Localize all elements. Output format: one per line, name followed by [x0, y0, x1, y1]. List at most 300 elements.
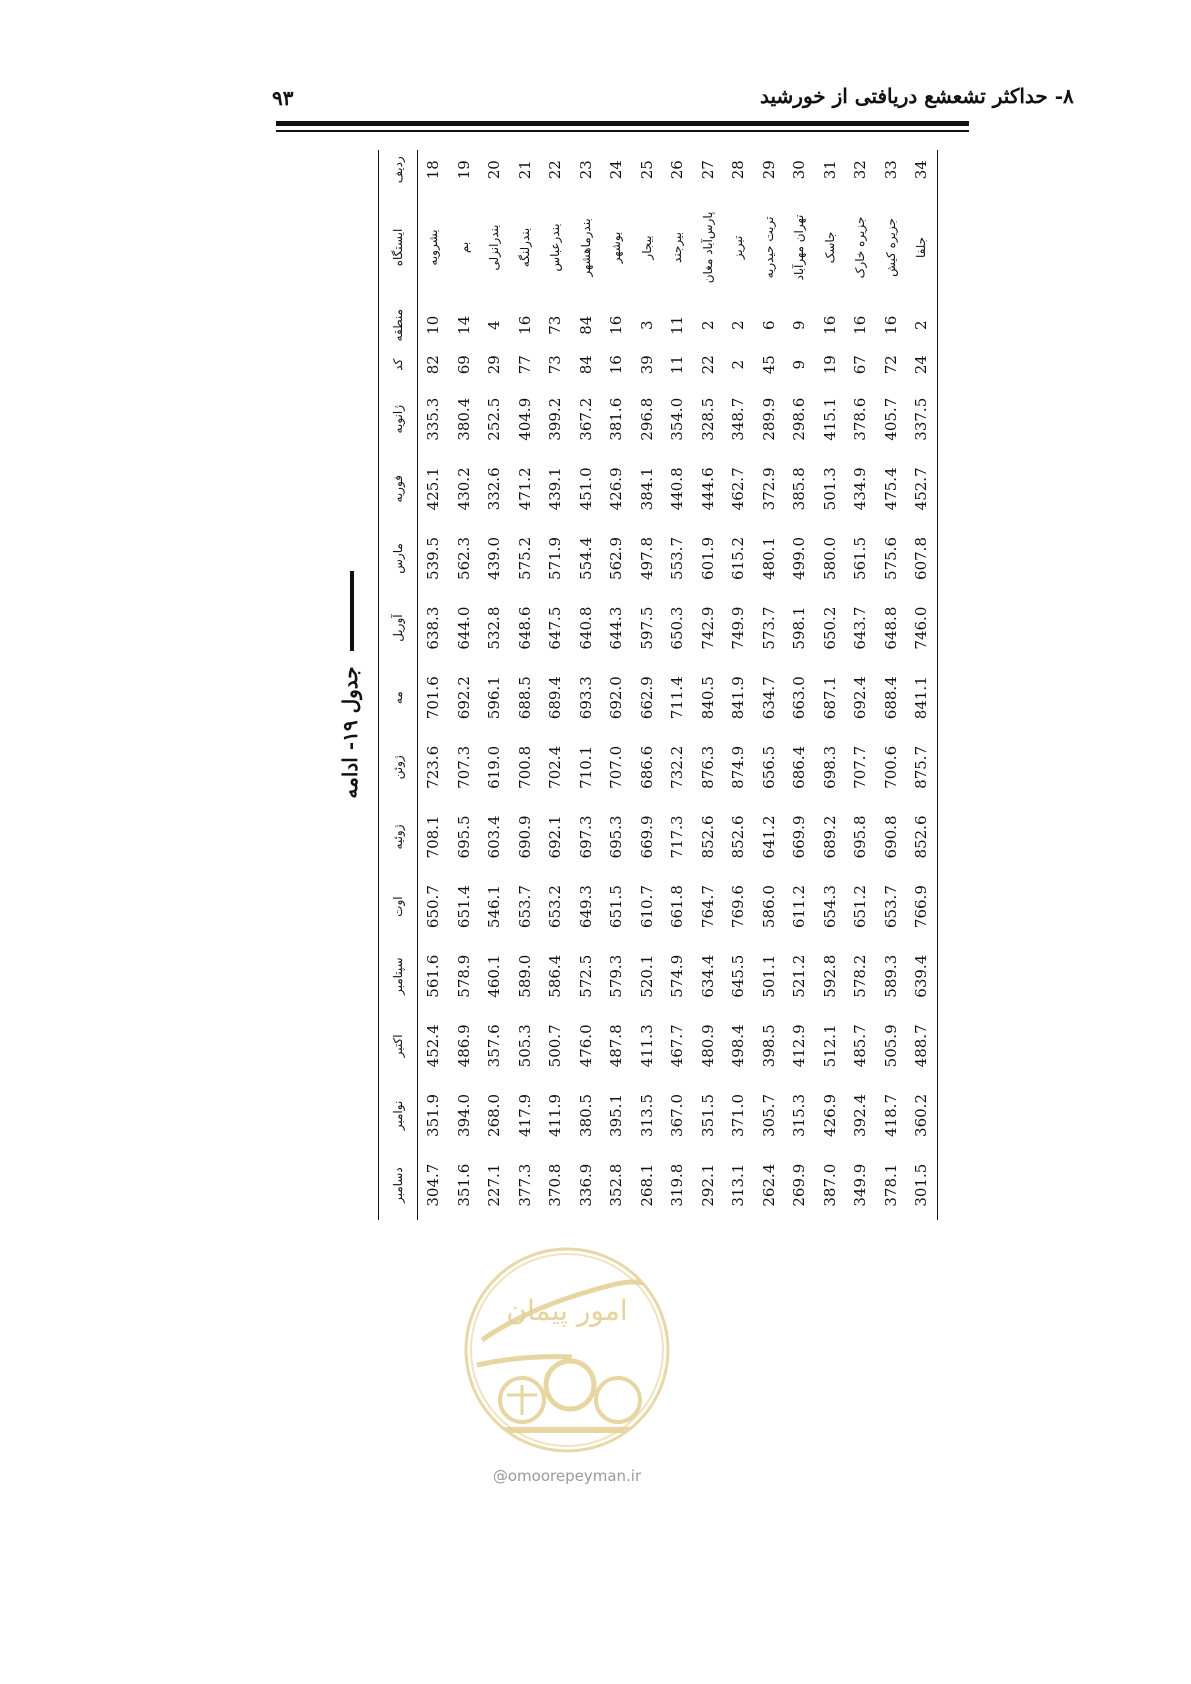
table-cell: 313.5 [637, 1094, 656, 1137]
column-header: ژوئیه [379, 802, 418, 872]
table-cell: 700.6 [881, 745, 900, 789]
table-cell: 656.5 [759, 745, 778, 789]
table-cell: 384.1 [637, 467, 656, 511]
table-cell: 2 [906, 306, 937, 345]
table-cell: 651.4 [454, 885, 473, 929]
table-cell: 876.3 [698, 745, 717, 789]
table-cell: 615.2 [729, 537, 748, 580]
table-cell: 769.6 [729, 885, 748, 929]
table-cell: 546.1 [485, 885, 504, 929]
table-cell: 689.4 [546, 676, 565, 720]
table-row [906, 150, 937, 1220]
table-cell: 412.9 [790, 1024, 809, 1068]
table-cell: 702.4 [546, 745, 565, 789]
table-cell: 337.5 [906, 384, 937, 454]
page-header [0, 0, 1191, 140]
table-cell: 11 [668, 315, 687, 335]
table-cell: 371.0 [729, 1094, 748, 1137]
watermark-logo-icon [462, 1245, 672, 1455]
table-row [693, 150, 724, 1220]
chapter-title: ۸- حداکثر تشعشع دریافتی از خورشید [760, 84, 1074, 108]
station-cell: بندرانزلی [487, 224, 502, 271]
table-cell: 381.6 [607, 397, 626, 441]
table-cell: 411.3 [637, 1024, 656, 1068]
column-header: دسامبر [379, 1150, 418, 1220]
table-cell: 336.9 [576, 1163, 595, 1207]
table-cell: 686.6 [637, 745, 656, 789]
table-row [571, 150, 602, 1220]
table-cell: 439.1 [546, 467, 565, 511]
table-cell: 692.2 [454, 676, 473, 720]
table-cell: 579.3 [607, 954, 626, 998]
table-cell: 498.4 [729, 1024, 748, 1068]
table-cell: 532.8 [485, 606, 504, 650]
table-cell: 11 [668, 355, 687, 375]
table-cell: 592.8 [820, 954, 839, 998]
table-cell: 662.9 [637, 676, 656, 720]
rotated-table-container [330, 150, 931, 1220]
table-cell: 692.0 [607, 676, 626, 720]
table-cell: 650.7 [424, 885, 443, 929]
table-cell: 653.2 [546, 885, 565, 929]
table-cell: 9 [790, 320, 809, 330]
table-cell: 268.0 [485, 1094, 504, 1137]
table-cell: 689.2 [820, 815, 839, 859]
table-cell: 2 [729, 320, 748, 330]
station-cell: جلفا [906, 189, 937, 305]
table-cell: 603.4 [485, 815, 504, 859]
table-row [754, 150, 785, 1220]
table-cell: 73 [546, 355, 565, 375]
table-caption-text: جدول ۱۹- ادامه [338, 666, 362, 799]
table-cell: 841.9 [729, 676, 748, 720]
table-cell: 33 [881, 160, 900, 180]
table-cell: 27 [698, 160, 717, 180]
table-cell: 21 [515, 160, 534, 180]
table-cell: 370.8 [546, 1163, 565, 1207]
table-cell: 4 [485, 320, 504, 330]
column-header: سپتامبر [379, 941, 418, 1011]
table-cell: 840.5 [698, 676, 717, 720]
table-cell: 415.1 [820, 397, 839, 441]
table-cell: 351.9 [424, 1094, 443, 1137]
table-cell: 501.1 [759, 954, 778, 998]
table-cell: 553.7 [668, 537, 687, 580]
table-cell: 562.3 [454, 537, 473, 580]
table-cell: 269.9 [790, 1163, 809, 1207]
table-cell: 24 [607, 160, 626, 180]
table-cell: 596.1 [485, 676, 504, 720]
table-cell: 319.8 [668, 1163, 687, 1207]
table-cell: 18 [424, 160, 443, 180]
table-row [449, 150, 480, 1220]
table-cell: 480.1 [759, 537, 778, 580]
table-cell: 562.9 [607, 537, 626, 580]
table-cell: 298.6 [790, 397, 809, 441]
table-cell: 707.0 [607, 745, 626, 789]
table-cell: 589.3 [881, 954, 900, 998]
table-cell: 262.4 [759, 1163, 778, 1207]
table-cell: 875.7 [906, 733, 937, 803]
table-cell: 766.9 [906, 872, 937, 942]
station-cell: جزیره خارک [853, 216, 868, 279]
table-cell: 610.7 [637, 885, 656, 929]
table-cell: 601.9 [698, 537, 717, 580]
table-cell: 634.7 [759, 676, 778, 720]
table-cell: 572.5 [576, 954, 595, 998]
header-rule-thick [276, 121, 969, 126]
table-cell: 22 [546, 160, 565, 180]
table-cell: 84 [576, 315, 595, 335]
station-cell: تبریز [731, 235, 746, 260]
table-cell: 500.7 [546, 1024, 565, 1068]
table-cell: 561.5 [851, 537, 870, 580]
table-cell: 385.8 [790, 467, 809, 511]
header-rule-thin [276, 130, 969, 132]
table-cell: 296.8 [637, 397, 656, 441]
table-cell: 16 [820, 315, 839, 335]
table-cell: 252.5 [485, 397, 504, 441]
table-cell: 451.0 [576, 467, 595, 511]
table-cell: 575.6 [881, 537, 900, 580]
table-cell: 16 [607, 315, 626, 335]
table-cell: 690.8 [881, 815, 900, 859]
table-cell: 304.7 [424, 1163, 443, 1207]
table-cell: 405.7 [881, 397, 900, 441]
table-cell: 380.5 [576, 1094, 595, 1137]
table-cell: 335.3 [424, 397, 443, 441]
table-cell: 351.6 [454, 1163, 473, 1207]
table-cell: 700.8 [515, 745, 534, 789]
table-cell: 841.1 [906, 663, 937, 733]
table-cell: 639.4 [906, 941, 937, 1011]
station-cell: بندرلنگه [517, 227, 532, 268]
table-cell: 708.1 [424, 815, 443, 859]
column-header: ژوئن [379, 733, 418, 803]
table-row [845, 150, 876, 1220]
table-cell: 460.1 [485, 954, 504, 998]
table-cell: 692.1 [546, 815, 565, 859]
table-cell: 701.6 [424, 676, 443, 720]
column-header: کد [379, 345, 418, 384]
table-cell: 687.1 [820, 676, 839, 720]
table-cell: 697.3 [576, 815, 595, 859]
table-cell: 352.8 [607, 1163, 626, 1207]
table-cell: 686.4 [790, 745, 809, 789]
table-row [540, 150, 571, 1220]
table-cell: 434.9 [851, 467, 870, 511]
table-cell: 669.9 [790, 815, 809, 859]
station-cell: بوشهر [609, 231, 624, 264]
column-header: مه [379, 663, 418, 733]
table-cell: 710.1 [576, 745, 595, 789]
watermark-url: @omoorepeyman.ir [492, 1467, 642, 1485]
table-cell: 417.9 [515, 1094, 534, 1137]
table-cell: 367.2 [576, 397, 595, 441]
column-header: نوامبر [379, 1081, 418, 1151]
table-cell: 28 [729, 160, 748, 180]
table-cell: 444.6 [698, 467, 717, 511]
table-cell: 77 [515, 355, 534, 375]
table-cell: 611.2 [790, 885, 809, 929]
table-cell: 578.2 [851, 954, 870, 998]
table-cell: 31 [820, 160, 839, 180]
column-header: فوریه [379, 454, 418, 524]
station-cell: بیرجند [670, 232, 685, 263]
table-cell: 644.0 [454, 606, 473, 650]
station-cell: بندرماهشهر [578, 218, 593, 277]
table-cell: 20 [485, 160, 504, 180]
table-cell: 575.2 [515, 537, 534, 580]
table-cell: 723.6 [424, 745, 443, 789]
station-cell: جاسک [822, 231, 837, 264]
table-cell: 9 [790, 359, 809, 370]
table-cell: 649.3 [576, 885, 595, 929]
table-cell: 360.2 [906, 1081, 937, 1151]
table-cell: 367.0 [668, 1094, 687, 1137]
table-cell: 648.6 [515, 606, 534, 650]
table-cell: 650.3 [668, 606, 687, 650]
table-cell: 643.7 [851, 606, 870, 650]
table-cell: 411.9 [546, 1094, 565, 1137]
column-header: آوریل [379, 593, 418, 663]
table-cell: 289.9 [759, 397, 778, 441]
table-cell: 452.7 [906, 454, 937, 524]
table-cell: 462.7 [729, 467, 748, 511]
table-cell: 315.3 [790, 1094, 809, 1137]
table-cell: 328.5 [698, 397, 717, 441]
table-cell: 73 [546, 315, 565, 335]
table-cell: 586.0 [759, 885, 778, 929]
table-cell: 32 [851, 160, 870, 180]
table-cell: 45 [759, 355, 778, 375]
table-cell: 227.1 [485, 1163, 504, 1207]
table-cell: 707.3 [454, 745, 473, 789]
table-cell: 425.1 [424, 467, 443, 511]
table-cell: 732.2 [668, 745, 687, 789]
caption-rule [350, 571, 354, 651]
table-row [632, 150, 663, 1220]
table-cell: 695.5 [454, 815, 473, 859]
table-cell: 301.5 [906, 1150, 937, 1220]
table-cell: 648.8 [881, 606, 900, 650]
table-cell: 378.6 [851, 397, 870, 441]
table-row [479, 150, 510, 1220]
column-header: مارس [379, 524, 418, 594]
table-cell: 607.8 [906, 524, 937, 594]
table-cell: 663.0 [790, 676, 809, 720]
table-cell: 16 [881, 315, 900, 335]
table-cell: 10 [424, 315, 443, 335]
table-cell: 72 [881, 355, 900, 375]
table-cell: 399.2 [546, 397, 565, 441]
table-cell: 430.2 [454, 467, 473, 511]
table-cell: 578.9 [454, 954, 473, 998]
table-cell: 19 [820, 355, 839, 375]
table-cell: 554.4 [576, 537, 595, 580]
table-cell: 501.3 [820, 467, 839, 511]
table-cell: 426.9 [820, 1094, 839, 1137]
table-cell: 387.0 [820, 1163, 839, 1207]
table-cell: 377.3 [515, 1163, 534, 1207]
table-cell: 874.9 [729, 745, 748, 789]
table-cell: 2 [698, 320, 717, 330]
table-cell: 354.0 [668, 397, 687, 441]
table-cell: 695.8 [851, 815, 870, 859]
table-cell: 16 [515, 315, 534, 335]
table-cell: 764.7 [698, 885, 717, 929]
table-cell: 619.0 [485, 745, 504, 789]
table-cell: 707.7 [851, 745, 870, 789]
table-cell: 852.6 [698, 815, 717, 859]
table-cell: 39 [637, 355, 656, 375]
table-cell: 695.3 [607, 815, 626, 859]
table-cell: 644.3 [607, 606, 626, 650]
table-cell: 692.4 [851, 676, 870, 720]
table-cell: 452.4 [424, 1024, 443, 1068]
table-cell: 711.4 [668, 676, 687, 720]
table-row [418, 150, 449, 1220]
table-cell: 476.0 [576, 1024, 595, 1068]
table-cell: 25 [637, 160, 656, 180]
station-cell: بیجار [639, 235, 654, 260]
table-cell: 488.7 [906, 1011, 937, 1081]
table-cell: 661.8 [668, 885, 687, 929]
table-cell: 22 [698, 355, 717, 375]
table-body [418, 150, 938, 1220]
station-cell: تهران مهرآباد [792, 214, 807, 281]
table-cell: 653.7 [515, 885, 534, 929]
table-cell: 852.6 [729, 815, 748, 859]
table-cell: 23 [576, 160, 595, 180]
table-cell: 505.9 [881, 1024, 900, 1068]
table-row [784, 150, 815, 1220]
table-row [662, 150, 693, 1220]
station-cell: بندرعباس [548, 223, 563, 272]
table-cell: 746.0 [906, 593, 937, 663]
table-cell: 418.7 [881, 1094, 900, 1137]
table-cell: 480.9 [698, 1024, 717, 1068]
table-cell: 471.2 [515, 467, 534, 511]
table-cell: 749.9 [729, 606, 748, 650]
table-cell: 653.7 [881, 885, 900, 929]
table-cell: 647.5 [546, 606, 565, 650]
table-cell: 586.4 [546, 954, 565, 998]
table-cell: 404.9 [515, 397, 534, 441]
table-cell: 380.4 [454, 397, 473, 441]
table-cell: 313.1 [729, 1163, 748, 1207]
table-cell: 669.9 [637, 815, 656, 859]
table-cell: 512.1 [820, 1024, 839, 1068]
column-header: ایستگاه [379, 189, 418, 305]
column-header: اکتبر [379, 1011, 418, 1081]
table-cell: 520.1 [637, 954, 656, 998]
table-row [815, 150, 846, 1220]
table-cell: 82 [424, 355, 443, 375]
table-cell: 394.0 [454, 1094, 473, 1137]
page-number: ۹۳ [272, 86, 294, 110]
table-cell: 698.3 [820, 745, 839, 789]
station-cell: جزیره کیش [883, 218, 898, 277]
table-cell: 3 [637, 320, 656, 330]
table-cell: 521.2 [790, 954, 809, 998]
table-cell: 14 [454, 315, 473, 335]
table-cell: 717.3 [668, 815, 687, 859]
table-cell: 372.9 [759, 467, 778, 511]
station-cell: بشرویه [426, 229, 441, 266]
table-cell: 69 [454, 355, 473, 375]
table-cell: 392.4 [851, 1094, 870, 1137]
table-cell: 580.0 [820, 537, 839, 580]
table-cell: 634.4 [698, 954, 717, 998]
watermark-logo-text: امور پیمان [506, 1294, 628, 1327]
table-cell: 690.9 [515, 815, 534, 859]
table-cell: 693.3 [576, 676, 595, 720]
table-cell: 561.6 [424, 954, 443, 998]
table-cell: 475.4 [881, 467, 900, 511]
table-cell: 641.2 [759, 815, 778, 859]
table-cell: 574.9 [668, 954, 687, 998]
table-cell: 30 [790, 160, 809, 180]
table-cell: 499.0 [790, 537, 809, 580]
table-cell: 640.8 [576, 606, 595, 650]
table-cell: 16 [607, 355, 626, 375]
table-row [601, 150, 632, 1220]
table-cell: 26 [668, 160, 687, 180]
table-cell: 348.7 [729, 397, 748, 441]
table-cell: 651.2 [851, 885, 870, 929]
table-cell: 439.0 [485, 537, 504, 580]
table-cell: 426.9 [607, 467, 626, 511]
column-header: ژانویه [379, 384, 418, 454]
table-cell: 378.1 [881, 1163, 900, 1207]
table-cell: 29 [485, 355, 504, 375]
column-header: ردیف [379, 150, 418, 189]
table-cell: 589.0 [515, 954, 534, 998]
table-cell: 34 [906, 150, 937, 189]
table-cell: 467.7 [668, 1024, 687, 1068]
table-cell: 351.5 [698, 1094, 717, 1137]
table-cell: 852.6 [906, 802, 937, 872]
table-cell: 2 [729, 359, 748, 370]
table-cell: 292.1 [698, 1163, 717, 1207]
station-cell: پارس‌آباد مغان [700, 211, 715, 284]
column-header: منطقه [379, 306, 418, 345]
table-cell: 597.5 [637, 606, 656, 650]
table-cell: 638.3 [424, 606, 443, 650]
column-header: اوت [379, 872, 418, 942]
table-cell: 19 [454, 160, 473, 180]
table-cell: 485.7 [851, 1024, 870, 1068]
table-cell: 742.9 [698, 606, 717, 650]
table-cell: 16 [851, 315, 870, 335]
table-cell: 645.5 [729, 954, 748, 998]
table-cell: 497.8 [637, 537, 656, 580]
radiation-table [378, 150, 938, 1220]
table-cell: 688.4 [881, 676, 900, 720]
station-cell: بم [456, 241, 471, 254]
table-cell: 688.5 [515, 676, 534, 720]
table-cell: 654.3 [820, 885, 839, 929]
table-cell: 357.6 [485, 1024, 504, 1068]
table-cell: 349.9 [851, 1163, 870, 1207]
table-cell: 571.9 [546, 537, 565, 580]
table-cell: 573.7 [759, 606, 778, 650]
table-cell: 487.8 [607, 1024, 626, 1068]
table-cell: 67 [851, 355, 870, 375]
table-header-row [379, 150, 418, 1220]
table-row [723, 150, 754, 1220]
